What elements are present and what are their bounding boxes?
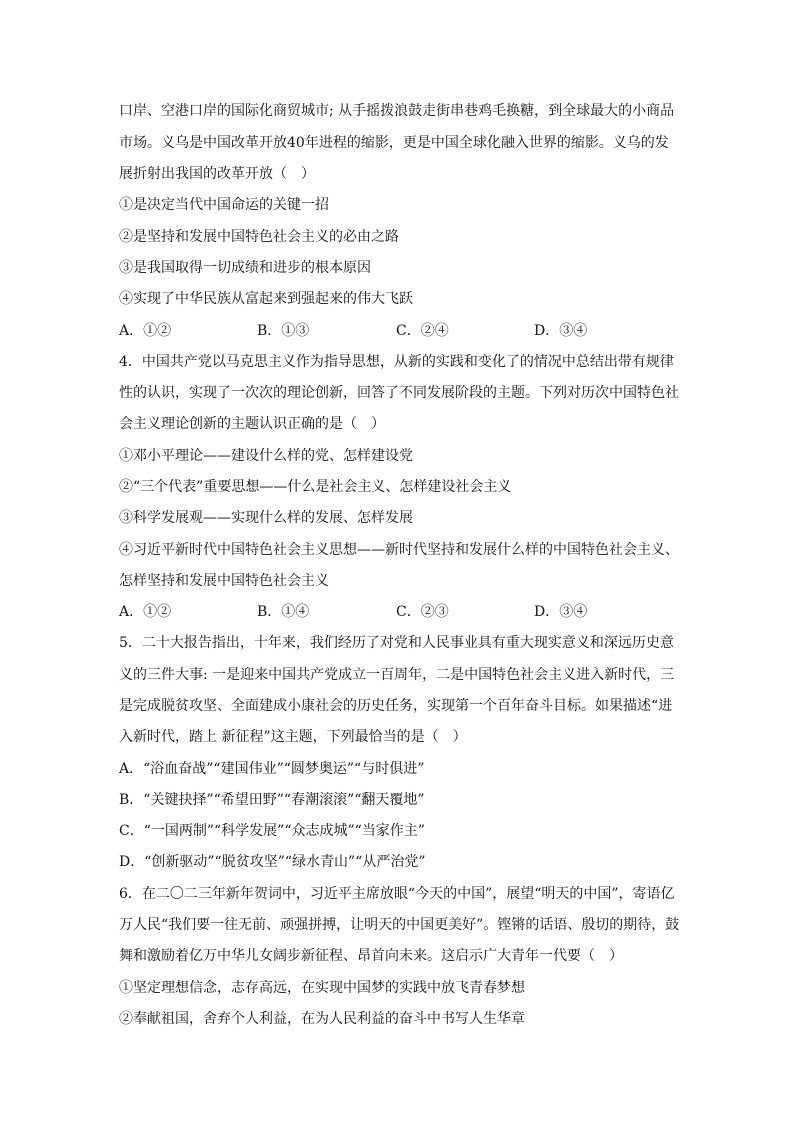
q6-stem-line-3: 舞和激励着亿万中华儿女阔步新征程、昂首向未来。这启示广大青年一代要（ ） [119, 948, 623, 964]
q4-option-b[interactable]: B．①④ [257, 604, 310, 620]
q6-stem-line-1: 6．在二〇二三年新年贺词中，习近平主席放眼“今天的中国”，展望“明天的中国”，寄语亿 [119, 886, 675, 902]
q4-statement-1: ①邓小平理论——建设什么样的党、怎样建设党 [119, 448, 413, 464]
q4-stem-line-1: 4．中国共产党以马克思主义作为指导思想，从新的实践和变化了的情况中总结出带有规律 [119, 354, 674, 370]
q3-stem-line-3: 展折射出我国的改革开放（ ） [119, 166, 315, 182]
q3-statement-2: ②是坚持和发展中国特色社会主义的必由之路 [119, 229, 399, 245]
q3-option-c[interactable]: C．②④ [396, 323, 449, 339]
q5-stem-line-4: 入新时代，踏上 新征程”这主题，下列最恰当的是（ ） [119, 729, 467, 745]
q3-statement-3: ③是我国取得一切成绩和进步的根本原因 [119, 260, 371, 276]
q4-statement-2: ②“三个代表”重要思想——什么是社会主义、怎样建设社会主义 [119, 479, 512, 495]
q5-stem-line-3: 是完成脱贫攻坚、全面建成小康社会的历史任务，实现第一个百年奋斗目标。如果描述“进 [119, 698, 673, 714]
q6-statement-1: ①坚定理想信念，志存高远，在实现中国梦的实践中放飞青春梦想 [119, 980, 525, 996]
q4-option-d[interactable]: D．③④ [534, 604, 588, 620]
q4-stem-line-2: 性的认识，实现了一次次的理论创新，回答了不同发展阶段的主题。下列对历次中国特色社 [119, 385, 679, 401]
q3-option-d[interactable]: D．③④ [534, 323, 588, 339]
q3-option-a[interactable]: A．①② [119, 323, 172, 339]
q5-option-b[interactable]: B．“关键抉择”“希望田野”“春潮滚滚”“翻天覆地” [119, 792, 425, 808]
q4-statement-4: ④习近平新时代中国特色社会主义思想——新时代坚持和发展什么样的中国特色社会主义、 [119, 542, 679, 558]
q5-option-d[interactable]: D．“创新驱动”“脱贫攻坚”“绿水青山”“从严治党” [119, 854, 426, 870]
q5-option-c[interactable]: C．“一国两制”“科学发展”“众志成城”“当家作主” [119, 823, 425, 839]
q6-stem-line-2: 万人民“我们要一往无前、顽强拼搏，让明天的中国更美好”。铿锵的话语、殷切的期待，鼓 [119, 917, 680, 933]
q6-statement-2: ②奉献祖国，舍弃个人利益，在为人民利益的奋斗中书写人生华章 [119, 1011, 525, 1027]
q5-option-a[interactable]: A．“浴血奋战”“建国伟业”“圆梦奥运”“与时俱进” [119, 761, 425, 777]
q3-option-b[interactable]: B．①③ [257, 323, 310, 339]
q4-stem-line-3: 会主义理论创新的主题认识正确的是（ ） [119, 416, 385, 432]
q4-option-a[interactable]: A．①② [119, 604, 172, 620]
q4-statement-4-cont: 怎样坚持和发展中国特色社会主义 [119, 573, 329, 589]
q3-statement-4: ④实现了中华民族从富起来到强起来的伟大飞跃 [119, 291, 413, 307]
q3-stem-line-1: 口岸、空港口岸的国际化商贸城市; 从手摇拨浪鼓走街串巷鸡毛换糖，到全球最大的小商品 [119, 103, 675, 119]
q4-option-c[interactable]: C．②③ [396, 604, 449, 620]
q3-statement-1: ①是决定当代中国命运的关键一招 [119, 197, 329, 213]
q4-statement-3: ③科学发展观——实现什么样的发展、怎样发展 [119, 510, 413, 526]
q5-stem-line-1: 5．二十大报告指出，十年来，我们经历了对党和人民事业具有重大现实意义和深远历史意 [119, 635, 674, 651]
q3-stem-line-2: 市场。义乌是中国改革开放40年进程的缩影，更是中国全球化融入世界的缩影。义乌的发 [119, 135, 669, 151]
q5-stem-line-2: 义的三件大事: 一是迎来中国共产党成立一百周年，二是中国特色社会主义进入新时代，三 [119, 667, 675, 683]
